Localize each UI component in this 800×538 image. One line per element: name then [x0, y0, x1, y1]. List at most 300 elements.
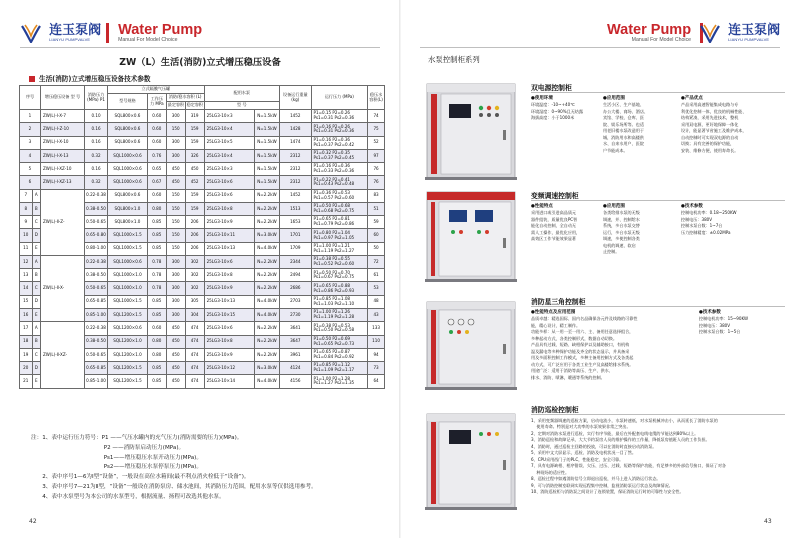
- cell-fv: 300: [166, 255, 185, 268]
- run-pressure-line: Ps1=0.50 Ps2=0.58: [313, 327, 355, 333]
- cell-pump: 25LG3-10×8: [204, 202, 254, 215]
- column-line: 电机的调速、软启: [603, 242, 636, 248]
- cell-area: 76: [368, 176, 385, 189]
- cell-wp: 0.85: [147, 295, 166, 308]
- section-title: [29, 73, 151, 83]
- column-line: 品质卓越：精选国际、国内名品确保各元件及线路的可靠性: [531, 316, 638, 321]
- column-line: 需人工操作，最优化应用，: [531, 229, 581, 235]
- cell-pump: 25LG3-10×13: [204, 242, 254, 255]
- cell-model: ZW(L)-Ⅰ-XZ-13: [40, 176, 84, 189]
- cell-weight: 2686: [280, 282, 311, 295]
- run-pressure-line: P1=0.32 P2=0.35: [313, 150, 351, 156]
- cell-weight: 2344: [280, 255, 311, 268]
- column-line: 环境温度：-10~+40℃: [531, 102, 575, 107]
- feature-column: [681, 96, 747, 154]
- run-pressure-line: Ps1=0.52 Ps2=0.60: [313, 261, 355, 267]
- cell-power: N=2.2kW: [254, 322, 279, 335]
- cell-p1: 0.22-0.38: [85, 255, 108, 268]
- cell-run-pressure: [311, 322, 368, 335]
- cell-fv: 450: [166, 163, 185, 176]
- page-title: 水泵控制柜系列: [428, 55, 480, 64]
- brand-name-en-right: LIANYU PUMPVALVE: [728, 36, 770, 42]
- section-rule: [531, 414, 785, 415]
- cell-sv: 159: [185, 136, 204, 149]
- cell-run-pressure: [311, 110, 368, 123]
- run-pressure-line: P1=0.38 P2=0.53: [313, 322, 351, 328]
- cell-sv: 474: [185, 375, 204, 388]
- table-row: [20, 322, 385, 335]
- run-pressure-line: Ps1=0.31 Ps2=0.36: [313, 115, 355, 121]
- column-line: 采用进口或引进高品质元: [531, 210, 577, 215]
- run-pressure-line: Ps1=0.43 Ps2=0.48: [313, 181, 355, 187]
- cell-fv: 450: [166, 375, 185, 388]
- cell-power: N=2.2kW: [254, 216, 279, 229]
- run-pressure-line: Ps1=0.31 Ps2=0.36: [313, 128, 355, 134]
- column-line: 控制水泵台数：1~7台: [681, 223, 723, 228]
- cell-p1: 0.16: [85, 136, 108, 149]
- th-area: 稳压水容积(L): [368, 86, 385, 110]
- cell-sv: 206: [185, 229, 204, 242]
- cell-tank: SQL1000×1.0: [108, 269, 148, 282]
- feature-item: 8、巡检过程中如遇消防信号立即退出巡检，并马上进入消防运行状态。: [531, 476, 661, 482]
- section-rule: [531, 200, 785, 201]
- cell-sv: 305: [185, 295, 204, 308]
- cell-pump: 25LG3-10×4: [204, 149, 254, 162]
- cell-sub: B: [32, 269, 40, 282]
- cell-tank: SQL1000×0.6: [108, 163, 148, 176]
- cell-sub: A: [32, 189, 40, 202]
- run-pressure-line: P1=0.16 P2=0.36: [313, 163, 351, 169]
- column-line: 用老旧楼水泵改造用于: [603, 128, 644, 133]
- feature-column: [531, 96, 583, 122]
- cell-sv: 302: [185, 269, 204, 282]
- cell-power: N=1.5kW: [254, 176, 279, 189]
- cell-fv: 300: [166, 308, 185, 321]
- feature-item: 使用寿命。特别是对大功率的水泵效果非常之突出。: [531, 424, 631, 430]
- cell-sv: 206: [185, 242, 204, 255]
- company-logo-right: [699, 22, 780, 43]
- cell-sub: B: [32, 202, 40, 215]
- column-line: 办公大楼、商场、酒店、: [603, 108, 649, 114]
- cell-wp: 0.65: [147, 163, 166, 176]
- cell-wp: 0.78: [147, 282, 166, 295]
- cell-p1: 0.50-0.65: [85, 348, 108, 361]
- cell-seq: 7: [20, 189, 33, 202]
- cell-p1: 0.22-0.38: [85, 322, 108, 335]
- column-line: 能化自动控制，全自动无: [531, 223, 577, 228]
- section-title-star-delta: 消防星三角控制柜: [531, 298, 586, 306]
- th-fire-volume: 最定容积: [166, 102, 185, 110]
- table-body: [20, 110, 385, 389]
- section-star-delta: [531, 296, 749, 380]
- table-row: [20, 255, 385, 268]
- column-heading: ●性能特点及应用范围: [531, 310, 576, 315]
- cell-seq: 4: [20, 149, 41, 162]
- vfd-cabinet-image: [419, 190, 523, 285]
- cell-pump: 25LG3-10×13: [204, 295, 254, 308]
- cell-weight: 1452: [280, 189, 311, 202]
- cell-run-pressure: [311, 295, 368, 308]
- header-rule-right: [420, 47, 780, 48]
- column-line: 控制水泵台数：1~5台: [699, 329, 741, 334]
- cell-wp: 0.78: [147, 255, 166, 268]
- cell-area: 64: [368, 375, 385, 388]
- cell-area: 76: [368, 163, 385, 176]
- cell-tank: SQL1000×1.0: [108, 282, 148, 295]
- cell-sv: 302: [185, 282, 204, 295]
- cell-tank: SQL1000×1.5: [108, 295, 148, 308]
- cell-pump: 25LG3-10×4: [204, 123, 254, 136]
- feature-item: 6、CPU采用西门子的PLC，性能稳定、安全可靠。: [531, 456, 624, 462]
- cell-area: 48: [368, 295, 385, 308]
- column-line: 户节能成本。: [603, 147, 628, 153]
- cell-tank: SQL800×1.0: [108, 202, 148, 215]
- cell-run-pressure: [311, 348, 368, 361]
- note-line: 3、表中序号7—21为Ⅱ型，“设备”一般设在消防泵房、储水池间，其消防压力范围，配用水泵等仅供选用参考。: [31, 483, 317, 490]
- cell-wp: 0.85: [147, 229, 166, 242]
- column-line: 生活小区、生产基地、: [603, 102, 644, 107]
- feature-column: [531, 310, 637, 381]
- cell-wp: 0.60: [147, 322, 166, 335]
- water-pump-wordmark-right: [607, 22, 703, 43]
- cell-sv: 319: [185, 110, 204, 123]
- column-line: 产品采用高速智能集成电路与专: [681, 102, 739, 107]
- water-pump-wordmark: [106, 22, 202, 43]
- run-pressure-line: Ps1=0.67 Ps2=0.75: [313, 274, 355, 280]
- column-line: 控制电机功率：15~90KW: [699, 316, 749, 321]
- header-rule: [20, 47, 380, 48]
- column-line: 城，消防用水和高楼供: [603, 134, 644, 140]
- cell-run-pressure: [311, 375, 368, 388]
- cell-run-pressure: [311, 229, 368, 242]
- cell-power: N=2.2kW: [254, 255, 279, 268]
- cell-fv: 150: [166, 123, 185, 136]
- cell-power: N=1.5kW: [254, 110, 279, 123]
- th-run-pressure: 运行压力 (MPa): [311, 86, 368, 110]
- th-stab-volume: 稳定容积: [185, 102, 204, 110]
- column-line: 多种起动方式，各类控制形式，数据自动切换。: [531, 335, 617, 341]
- cell-wp: 0.60: [147, 123, 166, 136]
- cell-pump: 25LG3-10×3: [204, 110, 254, 123]
- run-pressure-line: P1=0.15 P2=0.26: [313, 110, 351, 116]
- cell-weight: 2312: [280, 176, 311, 189]
- run-pressure-line: P1=1.00 P2=1.26: [313, 309, 351, 315]
- column-line: 利优化控制一体，优良的机械性能、: [681, 108, 747, 114]
- column-line: 自动控制时可实现双电源的自动: [681, 134, 739, 140]
- cell-p1: 0.38-0.50: [85, 335, 108, 348]
- cell-tank: SQL800×0.6: [108, 123, 148, 136]
- cell-seq: 8: [20, 202, 33, 215]
- cell-power: N=4.0kW: [254, 375, 279, 388]
- cell-fv: 300: [166, 295, 185, 308]
- cell-power: N=4.0kW: [254, 242, 279, 255]
- cell-tank: SQL800×0.6: [108, 189, 148, 202]
- cell-weight: 2312: [280, 149, 311, 162]
- cell-pump: 25LG3-10×12: [204, 362, 254, 375]
- column-heading: ●技术参数: [681, 204, 703, 209]
- cell-wp: 0.85: [147, 308, 166, 321]
- cell-seq: 9: [20, 216, 33, 229]
- cell-power: N=1.5kW: [254, 123, 279, 136]
- run-pressure-line: Ps1=1.03 Ps2=1.10: [313, 300, 355, 306]
- cell-area: 59: [368, 216, 385, 229]
- cell-seq: 6: [20, 176, 41, 189]
- column-line: 各类给排水泵的无级: [603, 210, 640, 215]
- feature-item: 7、具有电源缺相、相序错误、欠压、过压、过载、短路等保护功能，有足够多的外部信号接口，保证了对各: [531, 463, 727, 469]
- cell-tank: SQL1000×0.6: [108, 149, 148, 162]
- column-line: 采用双电源，更好地保障一体化: [681, 121, 739, 127]
- cell-seq: 15: [20, 295, 33, 308]
- table-row: [20, 149, 385, 162]
- run-pressure-line: P1=0.65 P2=0.88: [313, 282, 351, 288]
- column-line: 动方式，可广泛应用于各类工业生产及高楼给排水系统。: [531, 361, 634, 367]
- cell-weight: 2730: [280, 308, 311, 321]
- cell-model: ZW(L)-Ⅱ-Z-: [40, 189, 84, 255]
- cell-weight: 2312: [280, 163, 311, 176]
- feature-column: [681, 204, 737, 236]
- dual-power-cabinet-image: [419, 82, 523, 182]
- cell-sub: C: [32, 282, 40, 295]
- star-delta-cabinet-image: [419, 300, 523, 392]
- run-pressure-line: Ps1=0.37 Ps2=0.42: [313, 141, 355, 147]
- document-title: ZW（L）生活(消防)立式增压稳压设备: [119, 57, 281, 68]
- run-pressure-line: P1=0.36 P2=0.53: [313, 189, 351, 195]
- cell-sub: D: [32, 229, 40, 242]
- feature-item: 4、消防时，通过巡检主回路的投放，可以在消防时直接启动消防泵。: [531, 443, 657, 449]
- cell-tank: SQL1000×1.5: [108, 242, 148, 255]
- column-heading: ●使用环境: [531, 96, 553, 101]
- cell-seq: 21: [20, 375, 33, 388]
- cell-sv: 304: [185, 308, 204, 321]
- cell-tank: SQL1200×1.5: [108, 308, 148, 321]
- cell-fv: 150: [166, 202, 185, 215]
- run-pressure-line: Ps1=0.57 Ps2=0.60: [313, 194, 355, 200]
- cell-weight: 4124: [280, 362, 311, 375]
- cell-sv: 206: [185, 216, 204, 229]
- cell-run-pressure: [311, 255, 368, 268]
- cell-wp: 0.60: [147, 110, 166, 123]
- th-weight: 设备运行重量(kg): [280, 86, 311, 110]
- th-tank-model: 型号规格: [108, 94, 148, 110]
- cell-weight: 3961: [280, 348, 311, 361]
- cell-power: N=2.2kW: [254, 348, 279, 361]
- note-line: P2 ——消防泵启动压力(MPa)。: [31, 444, 185, 451]
- cell-power: N=2.2kW: [254, 269, 279, 282]
- cell-p1: 0.16: [85, 123, 108, 136]
- cell-seq: 10: [20, 229, 33, 242]
- table-row: [20, 163, 385, 176]
- wordmark-title-right: Water Pump: [607, 21, 692, 38]
- cell-p1: 0.80-1.00: [85, 242, 108, 255]
- cell-power: N=1.5kW: [254, 136, 279, 149]
- column-line: 结构紧凑，采用先进技术，整机: [681, 115, 739, 120]
- run-pressure-line: P1=0.65 P2=0.87: [313, 349, 351, 355]
- cell-p1: 0.85-1.00: [85, 308, 108, 321]
- cell-p1: 0.32: [85, 176, 108, 189]
- cell-tank: SQL800×0.6: [108, 136, 148, 149]
- cell-seq: 14: [20, 282, 33, 295]
- section-vfd: [531, 190, 737, 254]
- table-row: [20, 123, 385, 136]
- cell-run-pressure: [311, 242, 368, 255]
- run-pressure-line: Ps1=1.27 Ps2=1.35: [313, 380, 355, 386]
- run-pressure-line: P1=0.85 P2=1.08: [313, 296, 351, 302]
- cell-sv: 474: [185, 362, 204, 375]
- feature-item: 10、消防巡检柜与消防泵之间设计了连锁装置，保证消防运行时的可靠性与安全性。: [531, 488, 684, 494]
- cell-fv: 150: [166, 242, 185, 255]
- table-row: [20, 110, 385, 123]
- note-line: 2、表中序号1—6为Ⅰ型“设备”，一般设在高位水箱间(最不利点消火栓低于“设备”)。: [31, 474, 250, 481]
- column-line: 用途广泛：适用于消防等高压、生产、供水、: [531, 368, 613, 373]
- column-line: 水、自来水用户、医院: [603, 141, 644, 146]
- cell-seq: 13: [20, 269, 33, 282]
- cell-area: 50: [368, 242, 385, 255]
- wordmark-bar: [106, 23, 109, 43]
- logo-emblem-icon: [20, 23, 42, 43]
- cell-tank: SQL1000×1.5: [108, 229, 148, 242]
- cell-sv: 452: [185, 176, 204, 189]
- column-line: 器件组装，质量优良PC智: [531, 216, 578, 222]
- run-pressure-line: P1=0.50 P2=0.70: [313, 269, 351, 275]
- cell-sv: 474: [185, 348, 204, 361]
- cell-weight: 1709: [280, 242, 311, 255]
- th-tank-group: 立式隔膜气压罐: [108, 86, 205, 94]
- column-line: 切换；具有完善的保护功能，: [681, 141, 735, 146]
- cell-tank: SQL1200×1.0: [108, 348, 148, 361]
- cell-fv: 150: [166, 189, 185, 202]
- column-line: 运行，多台水泵无级: [603, 229, 640, 235]
- column-line: 止控制。: [603, 249, 620, 254]
- cell-sv: 474: [185, 335, 204, 348]
- cell-p1: 0.50-0.65: [85, 216, 108, 229]
- cell-sub: D: [32, 362, 40, 375]
- cell-pump: 25LG3-10×6: [204, 255, 254, 268]
- cell-run-pressure: [311, 216, 368, 229]
- column-line: 海拔高度：小于1000米: [531, 115, 575, 120]
- run-pressure-line: P1=0.85 P2=1.12: [313, 362, 351, 368]
- run-pressure-line: Ps1=0.33 Ps2=0.36: [313, 168, 355, 174]
- cell-power: N=1.5kW: [254, 149, 279, 162]
- cell-power: N=2.2kW: [254, 282, 279, 295]
- run-pressure-line: Ps1=0.86 Ps2=0.93: [313, 287, 355, 293]
- cell-sv: 450: [185, 163, 204, 176]
- column-line: 系统，多台水泵交替: [603, 223, 640, 228]
- cell-run-pressure: [311, 163, 368, 176]
- cell-sub: C: [32, 348, 40, 361]
- column-line: 排水、消防、喷淋，暖通等系统的控制。: [531, 374, 605, 380]
- table-row: [20, 136, 385, 149]
- cell-run-pressure: [311, 202, 368, 215]
- cell-fv: 450: [166, 362, 185, 375]
- column-heading: ●技术参数: [699, 310, 721, 315]
- cell-seq: 1: [20, 110, 41, 123]
- cell-fv: 450: [166, 335, 185, 348]
- cell-run-pressure: [311, 308, 368, 321]
- feature-item: 9、可与消防控制室联网实现远程集中控制，监视消防泵运行状态及故障情况。: [531, 482, 673, 488]
- feature-item: 5、采用中文大屏显示，巡检、消防及电机状况一目了然。: [531, 450, 636, 456]
- column-heading: ●产品优点: [681, 96, 703, 101]
- cell-area: 73: [368, 362, 385, 375]
- cell-fv: 300: [166, 269, 185, 282]
- cell-pump: 25LG3-10×5: [204, 136, 254, 149]
- section-inspection: [531, 404, 727, 494]
- cell-pump: 25LG3-10×11: [204, 229, 254, 242]
- cell-run-pressure: [311, 189, 368, 202]
- column-line: 设计，能显著节省施工及维护成本，: [681, 128, 747, 133]
- cell-power: N=4.0kW: [254, 308, 279, 321]
- feature-column: [531, 204, 580, 243]
- cell-fv: 300: [166, 149, 185, 162]
- cell-fv: 300: [166, 110, 185, 123]
- column-line: 控制电机功率：0.18~250KW: [681, 210, 737, 215]
- cell-run-pressure: [311, 149, 368, 162]
- cell-seq: 5: [20, 163, 41, 176]
- cell-p1: 0.65-0.80: [85, 229, 108, 242]
- th-work-pressure: 工作压力 MPa: [147, 94, 166, 110]
- cell-fv: 450: [166, 176, 185, 189]
- footnotes: [31, 434, 317, 503]
- section-title-dual-power: 双电源控制柜: [531, 84, 572, 92]
- cell-wp: 0.60: [147, 189, 166, 202]
- cell-pump: 25LG3-10×3: [204, 163, 254, 176]
- cell-sub: D: [32, 295, 40, 308]
- cell-weight: 1452: [280, 110, 311, 123]
- cell-weight: 1701: [280, 229, 311, 242]
- cell-tank: SQL1000×0.6: [108, 255, 148, 268]
- cell-model: ZW(L)-Ⅱ-XZ-: [40, 322, 84, 388]
- run-pressure-line: P1=1.00 P2=1.28: [313, 375, 351, 381]
- th-pressure: 消防压力 (MPa) P1: [85, 86, 108, 110]
- cell-seq: 18: [20, 335, 33, 348]
- cell-weight: 1653: [280, 216, 311, 229]
- cell-p1: 0.22-0.38: [85, 189, 108, 202]
- cell-power: N=2.2kW: [254, 189, 279, 202]
- cell-area: 83: [368, 189, 385, 202]
- cell-p1: 0.38-0.50: [85, 202, 108, 215]
- feature-item: 1、采用变频器调速的巡检方案，启动电流小，水泵转速低，对水泵机械冲击小，从而延长了消防水泵的: [531, 418, 718, 423]
- cell-weight: 1513: [280, 202, 311, 215]
- th-model: 增压稳压设备 型 号: [40, 86, 84, 110]
- cell-area: 51: [368, 202, 385, 215]
- cell-wp: 0.85: [147, 375, 166, 388]
- table-row: [20, 176, 385, 189]
- cell-sub: C: [32, 216, 40, 229]
- cell-p1: 0.85-1.00: [85, 375, 108, 388]
- cell-power: N=1.5kW: [254, 163, 279, 176]
- run-pressure-line: P1=0.38 P2=0.55: [313, 256, 351, 262]
- column-line: 调速，多使控制各类: [603, 236, 640, 241]
- cell-model: ZW(L)-Ⅰ-X-7: [40, 110, 84, 123]
- column-line: 宾馆、学校、仓库、医: [603, 115, 644, 120]
- column-heading: ●性能特点: [531, 204, 553, 209]
- cell-power: N=2.2kW: [254, 202, 279, 215]
- section-bullet-icon: [29, 76, 35, 82]
- cell-area: 94: [368, 348, 385, 361]
- cell-model: ZW(L)-Ⅱ-X-: [40, 255, 84, 321]
- column-heading: ●应用范围: [603, 96, 625, 101]
- cell-pump: 25LG3-10×9: [204, 282, 254, 295]
- run-pressure-line: Ps1=0.65 Ps2=0.73: [313, 340, 355, 346]
- column-line: 功能多样：从一用一至一用六、主、备用任意选择组合，: [531, 329, 634, 334]
- run-pressure-line: Ps1=1.19 Ps2=1.27: [313, 247, 355, 253]
- cell-run-pressure: [311, 136, 368, 149]
- cell-seq: 16: [20, 308, 33, 321]
- run-pressure-line: P1=0.16 P2=0.36: [313, 136, 351, 142]
- cell-sub: B: [32, 335, 40, 348]
- section-title-text: 生活(消防)立式增压稳压设备技术参数: [39, 75, 151, 83]
- section-rule: [531, 92, 785, 93]
- column-line: 用及多面积控制工作模式，多种主备用控制方式及各类起: [531, 355, 634, 360]
